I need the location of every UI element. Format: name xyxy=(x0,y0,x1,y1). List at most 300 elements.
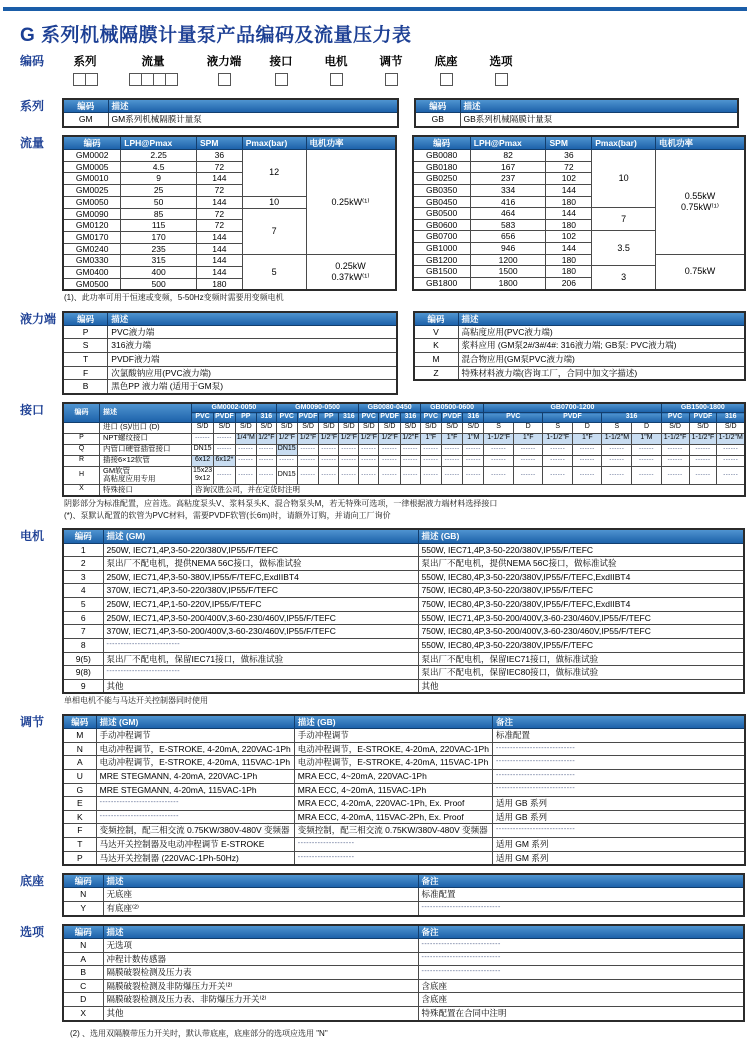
code-cell: P xyxy=(63,851,96,865)
value-cell: ------ xyxy=(441,444,463,455)
value-cell: ------ xyxy=(602,466,632,485)
table-row xyxy=(63,598,744,612)
value-cell: DN15 xyxy=(276,466,297,485)
value-cell: ------ xyxy=(214,433,236,444)
code-group-3 xyxy=(198,53,250,91)
value-cell: 6x12 xyxy=(192,455,214,466)
text-cell: 250W, IEC71,4P,3-50-200/400V,3-60-230/460V,IP55/F/TEFC xyxy=(103,611,418,625)
code-box-row xyxy=(367,73,415,91)
value-cell: ------ xyxy=(484,444,514,455)
value-cell: 1-1/2"F xyxy=(689,433,717,444)
code-box xyxy=(495,73,508,86)
code-group-2 xyxy=(115,53,191,91)
material-header: 316 xyxy=(463,413,484,422)
interface-table xyxy=(62,402,746,497)
code-cell: GM0025 xyxy=(63,184,121,196)
table-row xyxy=(63,611,744,625)
code-cell: GB1200 xyxy=(413,254,471,266)
text-cell: 550W, IEC80,4P,3-50-220/380V,IP55/F/TEFC,ExdIIBT4 xyxy=(418,570,744,584)
value-cell: 144 xyxy=(197,255,243,267)
text-cell: 次氯酸钠应用(PVC液力端) xyxy=(108,366,397,380)
value-cell: 180 xyxy=(546,266,592,278)
value-cell: 656 xyxy=(470,231,546,243)
value-cell: 180 xyxy=(197,278,243,290)
text-cell: 无选项 xyxy=(103,938,418,952)
value-cell: 400 xyxy=(121,266,197,278)
page-title: G 系列机械隔膜计量泵产品编码及流量压力表 xyxy=(20,25,412,46)
desc-cell: NPT螺纹接口 xyxy=(100,433,192,444)
value-cell: S/D xyxy=(276,422,297,433)
value-cell: ------ xyxy=(297,466,319,485)
special-note-cell: 咨询汉胜公司，并在定货时注明 xyxy=(192,485,745,496)
value-cell: 72 xyxy=(197,161,243,173)
column-header: 描述 xyxy=(103,925,418,939)
value-cell: 115 xyxy=(121,220,197,232)
value-cell: 1"F xyxy=(420,433,441,444)
text-cell: 泵出厂不配电机，保留IEC80接口，做标准试验 xyxy=(418,666,744,680)
value-cell: ------ xyxy=(602,455,632,466)
text-cell: 隔膜破裂检测及非防爆压力开关⁽²⁾ xyxy=(103,979,418,993)
table-row xyxy=(63,993,744,1007)
code-cell: N xyxy=(63,888,103,902)
value-cell: 1"F xyxy=(573,433,602,444)
code-groups xyxy=(62,53,746,91)
code-cell: GM0120 xyxy=(63,220,121,232)
value-cell: 144 xyxy=(197,243,243,255)
value-cell: 1800 xyxy=(470,277,546,289)
code-box xyxy=(85,73,98,86)
material-header: PVDF xyxy=(215,413,234,421)
text-cell: 无底座 xyxy=(103,888,418,902)
text-cell: 冲程计数传感器 xyxy=(103,952,418,966)
value-cell: 144 xyxy=(197,232,243,244)
text-cell: MRA ECC, 4~20mA, 115VAC-1Ph xyxy=(294,783,492,797)
hydraulic-right-table-wrap xyxy=(413,311,747,382)
column-header: 描述 (GB) xyxy=(294,715,492,729)
column-header: 描述 xyxy=(103,874,418,888)
value-cell: ------ xyxy=(689,455,717,466)
value-cell: ------ xyxy=(661,455,689,466)
options-section xyxy=(0,924,746,1022)
text-cell: ---------------------------- xyxy=(96,810,294,824)
text-cell: 550W, IEC71,4P,3-50-220/380V,IP55/F/TEFC xyxy=(418,543,744,557)
text-cell: 550W, IEC71,4P,3-50-200/400V,3-60-230/460V,IP55/F/TEFC xyxy=(418,611,744,625)
motor-table-wrap xyxy=(62,528,746,694)
code-cell: U xyxy=(63,769,96,783)
code-box xyxy=(165,73,178,86)
code-cell: 2 xyxy=(63,557,103,571)
code-cell: GB0350 xyxy=(413,184,471,196)
value-cell: 237 xyxy=(470,173,546,185)
value-cell: ------ xyxy=(256,455,276,466)
value-cell: S/D xyxy=(192,422,214,433)
value-cell: ------ xyxy=(276,455,297,466)
code-group-1 xyxy=(62,53,108,91)
value-cell: 1-1/2"F xyxy=(543,433,573,444)
value-cell: 72 xyxy=(197,220,243,232)
table-row xyxy=(63,783,745,797)
column-header: 编码 xyxy=(415,99,460,113)
code-cell: 3 xyxy=(63,570,103,584)
text-cell: 370W, IEC71,4P,3-50-220/380V,IP55/F/TEFC xyxy=(103,584,418,598)
value-cell: ------ xyxy=(235,466,256,485)
text-cell: -------------------- xyxy=(294,851,492,865)
value-cell: 144 xyxy=(197,173,243,185)
text-cell: 电动冲程调节，E-STROKE, 4-20mA, 115VAC-1Ph xyxy=(294,756,492,770)
column-header: 编码 xyxy=(63,925,103,939)
code-cell: 7 xyxy=(63,625,103,639)
text-cell: 泵出厂不配电机，提供NEMA 56C接口，做标准试验 xyxy=(103,557,418,571)
pmax-cell: 10 xyxy=(242,196,306,208)
text-cell: 特殊材料液力端(咨询工厂，合同中加文字描述) xyxy=(458,366,745,380)
value-cell: 72 xyxy=(546,161,592,173)
value-cell: 170 xyxy=(121,232,197,244)
section-label-base: 底座 xyxy=(20,874,45,889)
flow-gm-wrap xyxy=(62,135,397,304)
value-cell: 1200 xyxy=(470,254,546,266)
material-header: 316 xyxy=(602,413,661,422)
value-cell: 6x12* xyxy=(214,455,236,466)
text-cell: -------------------- xyxy=(294,838,492,852)
value-cell: 1/2"F xyxy=(319,433,339,444)
code-cell: M xyxy=(63,729,96,743)
value-cell: D xyxy=(632,422,661,433)
top-rule xyxy=(3,7,747,11)
value-cell: ------ xyxy=(256,466,276,485)
code-group-4 xyxy=(257,53,305,91)
interface-footnote-2: (*)、泵默认配置的软管为PVC材料，需要PVDF软管(长6m)时，请额外订购，并请向工厂询价 xyxy=(64,511,391,520)
text-cell: 含底座 xyxy=(418,993,744,1007)
text-cell: PVDF液力端 xyxy=(108,352,397,366)
section-label-flow: 流量 xyxy=(20,135,45,150)
value-cell: ------ xyxy=(543,444,573,455)
code-cell: Q xyxy=(63,444,100,455)
text-cell: ---------------------------- xyxy=(492,824,745,838)
series-table-gm xyxy=(62,98,399,128)
code-cell: H xyxy=(63,466,100,485)
text-cell: MRA ECC, 4-20mA, 115VAC-2Ph, Ex. Proof xyxy=(294,810,492,824)
value-cell: 144 xyxy=(546,208,592,220)
pump-range-header: GB1500-1800 xyxy=(661,403,745,413)
text-cell: 变频控制，配三相交流 0.75KW/380V-480V 变频器 xyxy=(96,824,294,838)
value-cell: S/D xyxy=(717,422,745,433)
hydraulic-section xyxy=(0,311,746,395)
table-row xyxy=(63,756,745,770)
value-cell: 1/4"M xyxy=(235,433,256,444)
table-row xyxy=(63,380,397,394)
code-cell: GM0005 xyxy=(63,161,121,173)
section-label-adjust: 调节 xyxy=(20,714,45,729)
value-cell: ------ xyxy=(463,444,484,455)
value-cell: ------ xyxy=(661,444,689,455)
value-cell: S/D xyxy=(420,422,441,433)
table-row xyxy=(63,742,745,756)
value-cell: DN15 xyxy=(276,444,297,455)
code-cell: F xyxy=(63,824,96,838)
motor-table xyxy=(62,528,745,694)
material-header: PVC xyxy=(484,413,543,422)
text-cell: 250W, IEC71,4P,3-50-380V,IP55/F/TEFC,ExdIIBT4 xyxy=(103,570,418,584)
text-cell: 手动冲程调节 xyxy=(96,729,294,743)
column-header: 编码 xyxy=(414,312,459,326)
text-cell: 浆料应用 (GM泵2#/3#/4#: 316液力端; GB泵: PVC液力端) xyxy=(458,339,745,353)
flow-table-gb xyxy=(412,135,747,291)
value-cell: S/D xyxy=(214,422,236,433)
code-box xyxy=(330,73,343,86)
value-cell: ------ xyxy=(214,444,236,455)
pmax-cell: 5 xyxy=(242,255,306,290)
section-label-options: 选项 xyxy=(20,924,45,939)
value-cell: 4.5 xyxy=(121,161,197,173)
table-row xyxy=(63,1007,744,1021)
code-group-8 xyxy=(477,53,525,91)
code-box xyxy=(385,73,398,86)
value-cell: ------ xyxy=(717,444,745,455)
value-cell: D xyxy=(514,422,543,433)
table-row xyxy=(63,150,396,162)
value-cell: 144 xyxy=(197,196,243,208)
value-cell: ------ xyxy=(339,455,359,466)
text-cell: 电动冲程调节，E-STROKE, 4-20mA, 220VAC-1Ph xyxy=(294,742,492,756)
code-cell: GB0700 xyxy=(413,231,471,243)
desc-cell: 插接6×12软管 xyxy=(100,455,192,466)
table-row xyxy=(414,339,746,353)
column-header: SPM xyxy=(197,136,243,150)
code-cell: X xyxy=(63,485,100,496)
text-cell: 高粘度应用(PVC液力端) xyxy=(458,325,745,339)
column-header: 描述 xyxy=(458,312,745,326)
value-cell: ------ xyxy=(661,466,689,485)
code-cell: Y xyxy=(63,902,103,916)
code-group-label: 系列 xyxy=(73,56,97,68)
value-cell: S/D xyxy=(359,422,379,433)
text-cell: -------------------------- xyxy=(103,666,418,680)
column-header: 描述 (GM) xyxy=(103,529,418,543)
power-cell: 0.25kW 0.37kW⁽¹⁾ xyxy=(306,255,395,290)
series-section xyxy=(0,98,746,128)
text-cell: 手动冲程调节 xyxy=(294,729,492,743)
table-row xyxy=(63,366,397,380)
code-cell: D xyxy=(63,993,103,1007)
text-cell: ---------------------------- xyxy=(96,797,294,811)
value-cell: ------ xyxy=(573,444,602,455)
value-cell: ------ xyxy=(463,466,484,485)
table-row xyxy=(414,366,746,380)
value-cell: 1/2"F xyxy=(359,433,379,444)
material-header: 316 xyxy=(717,413,745,422)
value-cell: 82 xyxy=(470,150,546,162)
text-cell: 电动冲程调节，E-STROKE, 4-20mA, 220VAC-1Ph xyxy=(96,742,294,756)
column-header: 编码 xyxy=(63,312,108,326)
desc-cell: 内管口硬管插管接口 xyxy=(100,444,192,455)
value-cell: 25 xyxy=(121,184,197,196)
table-row xyxy=(63,557,744,571)
material-header: PVC xyxy=(359,413,379,422)
table-row xyxy=(63,584,744,598)
material-header: PVC xyxy=(192,413,214,422)
text-cell: 混合物应用(GM泵PVC液力端) xyxy=(458,352,745,366)
value-cell: ------ xyxy=(573,455,602,466)
code-cell: GB0450 xyxy=(413,196,471,208)
value-cell: D xyxy=(573,422,602,433)
value-cell: 206 xyxy=(546,277,592,289)
table-row xyxy=(63,810,745,824)
text-cell: 550W, IEC80,4P,3-50-220/380V,IP55/F/TEFC xyxy=(418,638,744,652)
table-row xyxy=(63,325,397,339)
code-cell: N xyxy=(63,742,96,756)
value-cell: ------ xyxy=(235,455,256,466)
pump-range-header: GB0080-0450 xyxy=(359,403,421,413)
text-cell: PVC液力端 xyxy=(108,325,397,339)
value-cell: DN15 xyxy=(192,444,214,455)
value-cell: 72 xyxy=(197,208,243,220)
column-header: 备注 xyxy=(418,925,744,939)
pmax-cell: 12 xyxy=(242,150,306,197)
code-cell: B xyxy=(63,380,108,394)
pump-range-header: GB0500-0600 xyxy=(420,403,483,413)
value-cell: 1-1/2"F xyxy=(484,433,514,444)
section-label-code: 编码 xyxy=(20,54,45,68)
text-cell: 750W, IEC80,4P,3-50-220/380V,IP55/F/TEFC,ExdIIBT4 xyxy=(418,598,744,612)
code-box-row xyxy=(422,73,470,91)
desc-cell: GM软管 高粘度应用专用 xyxy=(100,466,192,485)
value-cell: S/D xyxy=(463,422,484,433)
material-header: PVDF xyxy=(442,413,462,421)
pmax-cell: 7 xyxy=(242,208,306,255)
table-row xyxy=(63,769,745,783)
code-cell: K xyxy=(414,339,459,353)
value-cell: 9 xyxy=(121,173,197,185)
material-header: PVC xyxy=(276,413,297,422)
table-row xyxy=(63,444,745,455)
code-cell: GM xyxy=(63,113,108,127)
code-cell: B xyxy=(63,966,103,980)
text-cell: 其他 xyxy=(103,679,418,693)
table-row xyxy=(63,625,744,639)
value-cell: ------ xyxy=(339,466,359,485)
value-cell: 180 xyxy=(546,254,592,266)
power-cell: 0.25kW⁽¹⁾ xyxy=(306,150,395,255)
interface-footnote-1: 阴影部分为标准配置，应首选。高粘度泵头V、浆料泵头K、混合物泵头M，若无特殊可选项，一律根据液力端材料选择接口 xyxy=(64,498,498,508)
code-group-label: 接口 xyxy=(269,56,293,68)
text-cell: 黑色PP 液力端 (适用于GM泵) xyxy=(108,380,397,394)
code-box-row xyxy=(198,73,250,91)
adjust-table xyxy=(62,714,746,866)
power-cell: 0.55kW 0.75kW⁽¹⁾ xyxy=(656,150,745,255)
motor-footnote: 单相电机不能与马达开关控制器同时使用 xyxy=(64,696,208,706)
value-cell: S/D xyxy=(400,422,420,433)
material-header: PVDF xyxy=(689,413,717,422)
value-cell: S/D xyxy=(339,422,359,433)
value-cell: 102 xyxy=(546,173,592,185)
base-table xyxy=(62,873,745,916)
text-cell: GM系列机械隔膜计量泵 xyxy=(108,113,398,127)
section-label-interface: 接口 xyxy=(20,402,45,417)
value-cell: ------ xyxy=(192,433,214,444)
code-cell: GM0010 xyxy=(63,173,121,185)
value-cell: S/D xyxy=(689,422,717,433)
code-group-label: 调节 xyxy=(379,56,403,68)
text-cell: 电动冲程调节，E-STROKE, 4-20mA, 115VAC-1Ph xyxy=(96,756,294,770)
code-cell: GM0400 xyxy=(63,266,121,278)
text-cell: 有底座⁽²⁾ xyxy=(103,902,418,916)
value-cell: ------ xyxy=(339,444,359,455)
column-header: 编码 xyxy=(63,874,103,888)
value-cell: ------ xyxy=(256,444,276,455)
code-cell: GM0002 xyxy=(63,150,121,162)
table-row xyxy=(63,570,744,584)
value-cell: 72 xyxy=(197,184,243,196)
code-box-row xyxy=(62,73,108,91)
code-cell: C xyxy=(63,979,103,993)
table-row xyxy=(63,838,745,852)
interface-section xyxy=(0,402,746,522)
table-row xyxy=(63,679,744,693)
value-cell: S/D xyxy=(661,422,689,433)
code-cell: P xyxy=(63,433,100,444)
text-cell: ---------------------------- xyxy=(492,783,745,797)
text-cell: 适用 GM 系列 xyxy=(492,851,745,865)
value-cell: ------ xyxy=(689,466,717,485)
table-row xyxy=(63,433,745,444)
text-cell: 750W, IEC80,4P,3-50-200/400V,3-60-230/460V,IP55/F/TEFC xyxy=(418,625,744,639)
code-cell: 9(5) xyxy=(63,652,103,666)
code-cell: N xyxy=(63,938,103,952)
desc-cell: 特殊接口 xyxy=(100,485,192,496)
value-cell: ------ xyxy=(297,455,319,466)
table-row xyxy=(63,824,745,838)
value-cell: S xyxy=(602,422,632,433)
column-header: LPH@Pmax xyxy=(121,136,197,150)
document-page xyxy=(0,7,750,1039)
value-cell: ------ xyxy=(359,455,379,466)
options-table-wrap xyxy=(62,924,746,1022)
table-row xyxy=(63,729,745,743)
column-header: 备注 xyxy=(418,874,744,888)
text-cell: 马达开关控制器 (220VAC-1Ph-50Hz) xyxy=(96,851,294,865)
value-cell: ------ xyxy=(400,455,420,466)
table-row xyxy=(63,797,745,811)
text-cell: 250W, IEC71,4P,1-50-220V,IP55/F/TEFC xyxy=(103,598,418,612)
base-table-wrap xyxy=(62,873,746,916)
value-cell: ------ xyxy=(297,444,319,455)
text-cell: 250W, IEC71,4P,3-50-220/380V,IP55/F/TEFC xyxy=(103,543,418,557)
code-cell: A xyxy=(63,952,103,966)
code-cell: A xyxy=(63,756,96,770)
value-cell: ------ xyxy=(573,466,602,485)
table-row xyxy=(63,638,744,652)
table-row xyxy=(63,339,397,353)
text-cell: 隔膜破裂检测及压力表、非防爆压力开关⁽²⁾ xyxy=(103,993,418,1007)
value-cell: 1500 xyxy=(470,266,546,278)
code-group-7 xyxy=(422,53,470,91)
value-cell: ------ xyxy=(400,444,420,455)
pump-range-header: GM0002-0050 xyxy=(192,403,277,413)
text-cell: MRA ECC, 4-20mA, 220VAC-1Ph, Ex. Proof xyxy=(294,797,492,811)
flow-table-gm xyxy=(62,135,397,291)
table-row xyxy=(63,966,744,980)
text-cell: 变频控制，配三相交流 0.75KW/380V-480V 变频器 xyxy=(294,824,492,838)
power-cell: 0.75kW xyxy=(656,254,745,289)
flow-gb-wrap xyxy=(412,135,747,291)
code-cell: V xyxy=(414,325,459,339)
value-cell: S/D xyxy=(319,422,339,433)
text-cell: 隔膜破裂检测及压力表 xyxy=(103,966,418,980)
value-cell: ------ xyxy=(379,455,401,466)
code-box-row xyxy=(115,73,191,91)
value-cell: ------ xyxy=(420,455,441,466)
desc-cell: 进口 (S)/出口 (D) xyxy=(100,422,192,433)
